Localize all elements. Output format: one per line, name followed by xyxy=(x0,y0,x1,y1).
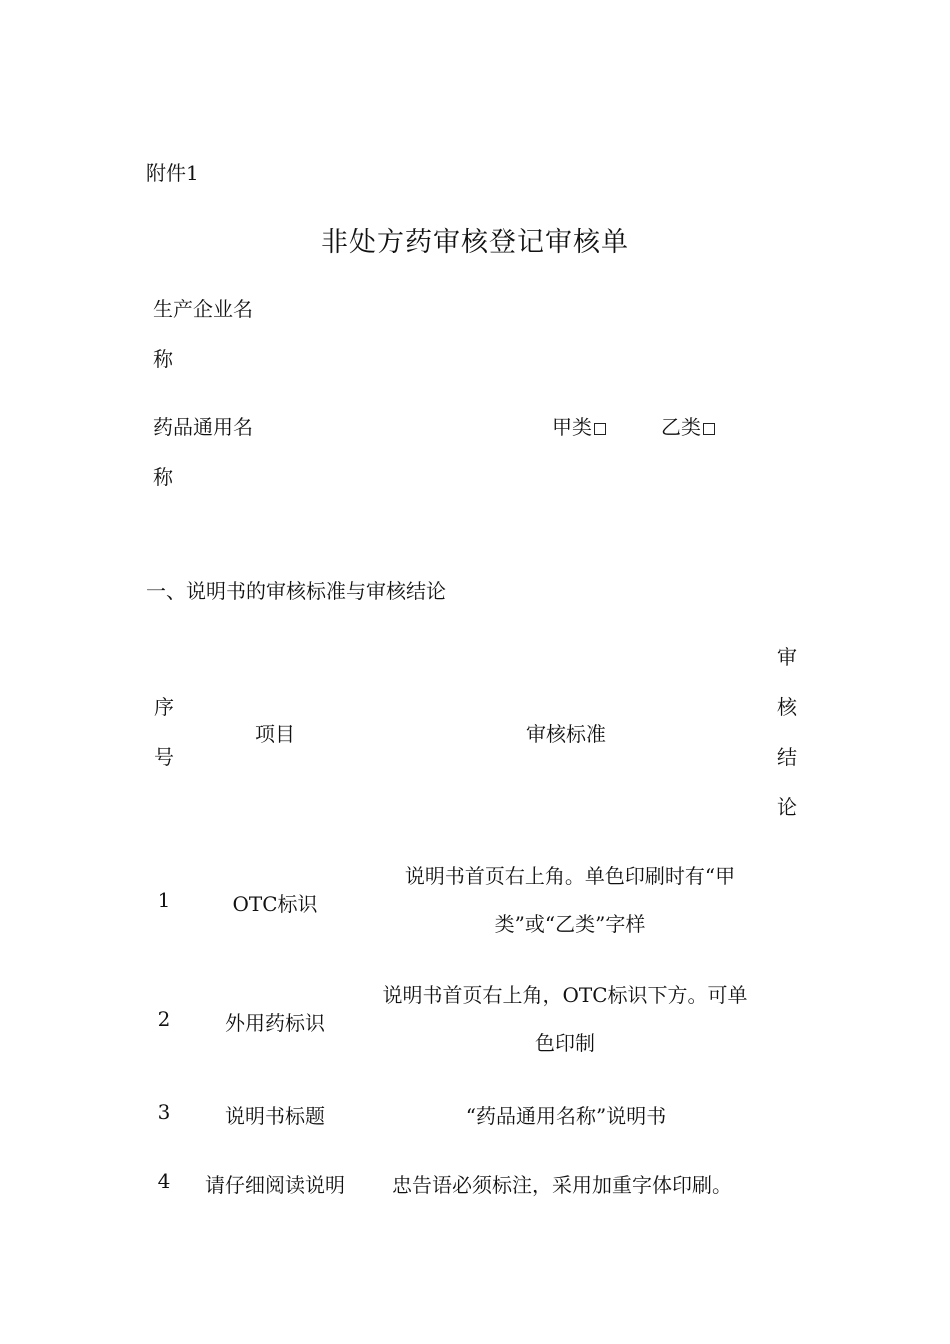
type-b-label: 乙类 xyxy=(661,415,701,439)
type-a-option[interactable] xyxy=(552,411,606,440)
header-conclusion xyxy=(772,632,802,832)
row-number: 1 xyxy=(157,888,171,912)
header-item: 项目 xyxy=(255,722,295,746)
document-title: 非处方药审核登记审核单 xyxy=(321,227,629,258)
attachment-label: 附件1 xyxy=(146,161,199,185)
row-standard: 说明书首页右上角，OTC标识下方。可单色印制 xyxy=(382,983,748,1055)
row-item: OTC标识 xyxy=(232,892,318,916)
section1-title: 一、说明书的审核标准与审核结论 xyxy=(146,579,446,603)
row-item: 请仔细阅读说明 xyxy=(205,1173,345,1197)
row-number: 4 xyxy=(157,1169,171,1193)
row-number: 2 xyxy=(157,1007,171,1031)
type-a-label: 甲类 xyxy=(552,415,592,439)
row-item: 说明书标题 xyxy=(225,1104,325,1128)
header-seq-char: 号 xyxy=(154,745,174,769)
type-a-checkbox[interactable] xyxy=(594,423,606,435)
drug-name-label-line1: 药品通用名 xyxy=(153,415,253,439)
header-conclusion-char: 论 xyxy=(777,795,797,819)
header-conclusion-char: 结 xyxy=(777,745,797,769)
row-standard: “药品通用名称”说明书 xyxy=(465,1104,667,1128)
drug-name-label-line2: 称 xyxy=(153,465,173,489)
header-standard: 审核标准 xyxy=(526,722,606,746)
company-name-label-line1: 生产企业名 xyxy=(153,297,253,321)
header-seq xyxy=(149,682,179,782)
row-number: 3 xyxy=(157,1100,171,1124)
header-conclusion-char: 核 xyxy=(777,695,797,719)
row-standard: 说明书首页右上角。单色印刷时有“甲类”或“乙类”字样 xyxy=(404,864,736,936)
header-conclusion-char: 审 xyxy=(777,645,797,669)
company-name-label-line2: 称 xyxy=(153,347,173,371)
type-b-option[interactable] xyxy=(661,411,715,440)
header-seq-char: 序 xyxy=(154,695,174,719)
row-item: 外用药标识 xyxy=(225,1011,325,1035)
type-b-checkbox[interactable] xyxy=(703,423,715,435)
row-standard: 忠告语必须标注，采用加重字体印刷。 xyxy=(392,1173,732,1197)
